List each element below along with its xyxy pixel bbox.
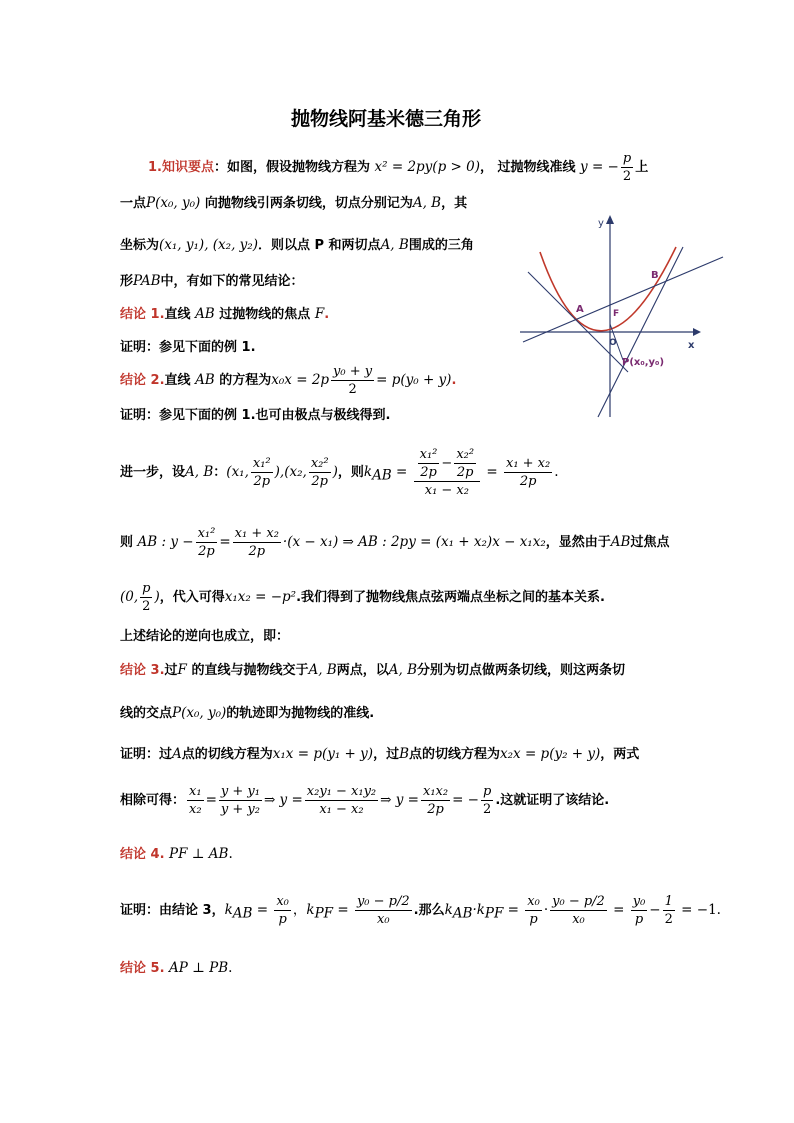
conclusion-3: 结论 3.过F 的直线与抛物线交于A, B两点，以A, B分别为切点做两条切线，则这两条切 (120, 662, 626, 678)
conclusion-2-proof: 证明：参见下面的例 1.也可由极点与极线得到. (120, 408, 391, 423)
label-B: B (651, 270, 659, 281)
parabola-curve (540, 247, 676, 331)
label-y: y (598, 218, 604, 229)
then-line: 则 AB : y − $\frac{\text{x₁²}}{2p}$ = $\frac{\text{x₁ + x₂}}{2p}$ ·(x − x₁) ⇒ AB : 2py = (x₁ + x₂)x − x₁x₂，显然由于AB过焦点 (120, 526, 670, 559)
y-axis-arrow (606, 215, 614, 224)
intro-line-4: 形PAB中，有如下的常见结论： (120, 273, 304, 289)
tangent-at-A (528, 272, 628, 372)
then-line-2: (0, $\frac{p}{2}$ )，代入可得x₁x₂ = −p².我们得到了抛物线焦点弦两端点坐标之间的基本关系. (120, 581, 605, 614)
conclusion-5: 结论 5. AP ⊥ PB. (120, 960, 233, 976)
intro-label: 1.知识要点 (148, 160, 214, 175)
label-F: F (613, 309, 620, 319)
converse-line: 上述结论的逆向也成立，即： (120, 629, 290, 644)
label-P: P(x₀,y₀) (622, 357, 665, 368)
intro-line-3: 坐标为(x₁, y₁), (x₂, y₂)．则以点 P 和两切点A, B围成的三角 (120, 237, 474, 253)
label-A: A (576, 304, 584, 315)
label-x: x (688, 340, 695, 351)
conclusion-4: 结论 4. PF ⊥ AB. (120, 846, 233, 862)
conclusion-2: 结论 2.直线 AB 的方程为x₀x = 2p $\frac{\text{y₀ + y}}{2}$ = p(y₀ + y). (120, 364, 457, 397)
conclusion-3-line-2: 线的交点P(x₀, y₀)的轨迹即为抛物线的准线. (120, 705, 375, 721)
conclusion-1: 结论 1.直线 AB 过抛物线的焦点 F. (120, 306, 330, 322)
parabola-equation: x² = 2py(p > 0) (374, 159, 480, 175)
intro-line-2: 一点P(x₀, y₀) 向抛物线引两条切线，切点分别记为A, B，其 (120, 195, 468, 211)
conclusion-3-proof-2: 相除可得： $\frac{\text{x₁}}{\text{x₂}}$ = $\frac{\text{y + y₁}}{\text{y + y₂}}$ ⇒ y = $\frac{\text{x₂y₁ − x₁y₂}}{\text{x₁ − x₂}}$ ⇒ y = $\frac{\text{x₁x₂}}{2p}$ = − $\frac{p}{2}$ .这就证明了该结论. (120, 784, 610, 817)
x-axis-arrow (693, 328, 701, 336)
further-step: 进一步，设A, B：(x₁, $\frac{\text{x₁²}}{2p}$ ),(x₂, $\frac{\text{x₂²}}{2p}$ )，则$k_{AB}$ = $\frac{\text{x₁²}}{2p}$ − $\frac{\text{x₂²}}{2p}$ x₁ − x₂ = $\frac{\text{x₁ + x₂}}{2p}$ . (120, 447, 559, 498)
conclusion-4-proof: 证明：由结论 3，$k_{AB}$ = $\frac{\text{x₀}}{p}$ ，$k_{PF}$ = $\frac{\text{y₀ − p/2}}{\text{x₀}}$ .那么$k_{AB}\cdot k_{PF}$ = $\frac{\text{x₀}}{p}$ · $\frac{\text{y₀ − p/2}}{\text{x₀}}$ = $\frac{\text{y₀}}{p}$ − $\frac{1}{2}$ = −1. (120, 894, 721, 927)
intro-line-1: 1.知识要点：如图，假设抛物线方程为 x² = 2py(p > 0)， 过抛物线准线 y = − $\frac{p}{2}$ 上 (148, 151, 649, 184)
conclusion-1-proof: 证明：参见下面的例 1. (120, 340, 256, 355)
conclusion-3-proof: 证明：过A点的切线方程为x₁x = p(y₁ + y)，过B点的切线方程为x₂x = p(y₂ + y)，两式 (120, 746, 640, 762)
page-title: 抛物线阿基米德三角形 (291, 108, 482, 130)
label-O: O (609, 338, 617, 348)
archimedes-triangle-figure (518, 212, 728, 422)
directrix-equation: y = − (580, 159, 619, 175)
